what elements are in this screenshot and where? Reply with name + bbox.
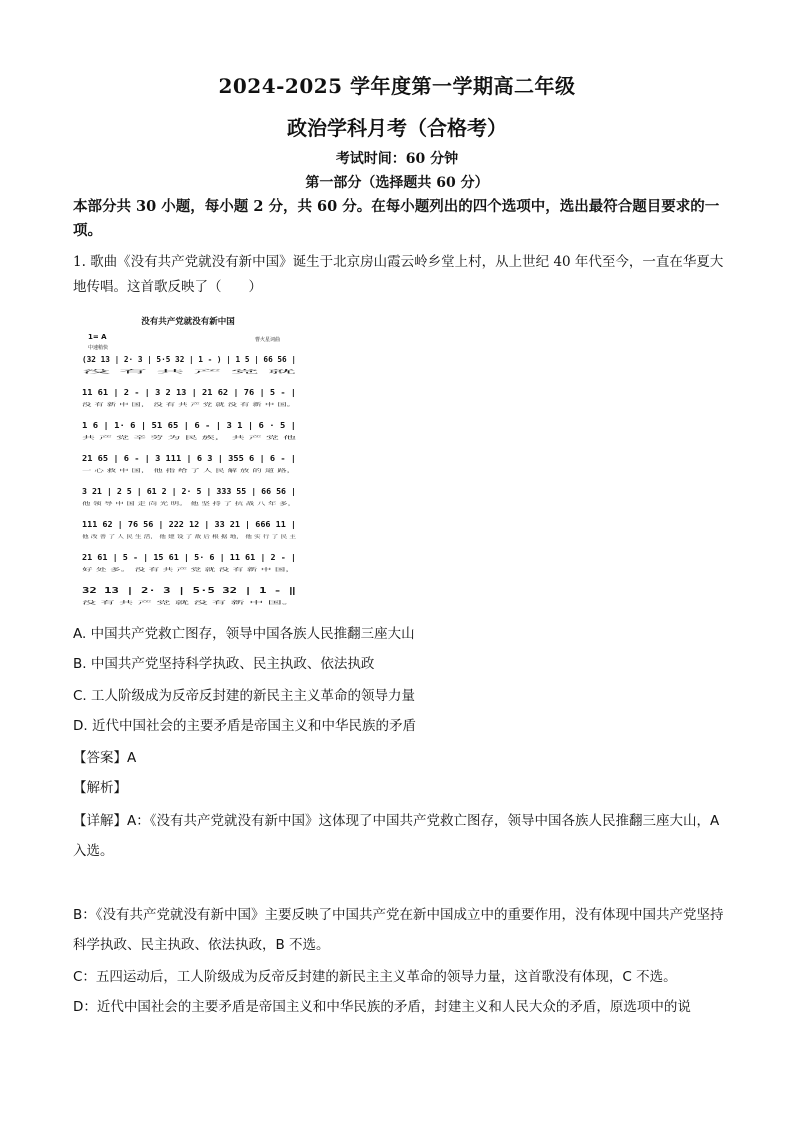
score-title: 没有共产党就没有新中国 — [141, 317, 235, 327]
score-notes-row: 1 6 | 1· 6 | 51 65 | 6 - | 3 1 | 6 · 5 | — [82, 420, 296, 430]
detail-b: B：《没有共产党就没有新中国》主要反映了中国共产党在新中国成立中的重要作用，没有体现中国共产党坚持科学执政、民主执政、依法执政，B 不选。 — [73, 907, 724, 953]
answer-line — [73, 748, 136, 768]
option-c: C. 工人阶级成为反帝反封建的新民主主义革命的领导力量 — [73, 688, 416, 704]
section-instructions: 本部分共 30 小题，每小题 2 分，共 60 分。在每小题列出的四个选项中，选出最符合题目要求的一项。 — [73, 198, 720, 239]
score-lyrics-row: 没 有 共 产 党 就 — [82, 370, 117, 375]
score-lyrics-row: 他 领 导 中 国 走 向 光 明。 他 坚 持 了 抗 战 八 年 多， — [82, 502, 199, 507]
score-key: 1= A — [88, 333, 107, 341]
score-lyrics-row: 一 心 救 中 国， 他 指 给 了 人 民 解 放 的 道 路， — [82, 469, 187, 474]
detail-tag: 【详解】 — [73, 813, 127, 829]
score-notes-row: 21 61 | 5 - | 15 61 | 5· 6 | 11 61 | 2 - | — [82, 552, 296, 562]
detail-a — [73, 806, 725, 866]
score-notes-row: (32 13 | 2· 3 | 5·5 32 | 1 - ) | 1 5 | 66 56 | — [82, 354, 296, 364]
score-lyrics-row: 没 有 共 产 党 就 没 有 新 中 国。 — [82, 601, 152, 606]
score-lyrics-row: 他 改 善 了 人 民 生 活， 他 建 设 了 敌 后 根 据 地， 他 实 行 了 民 主 — [82, 535, 229, 540]
option-b: B. 中国共产党坚持科学执政、民主执政、依法执政 — [73, 656, 375, 672]
score-credit: 曹火星词曲 — [254, 337, 280, 343]
detail-a-text: A：《没有共产党就没有新中国》这体现了中国共产党救亡图存，领导中国各族人民推翻三座大山，A 入选。 — [73, 813, 720, 859]
score-lyrics-row: 好 处 多。 没 有 共 产 党 就 没 有 新 中 国， — [82, 568, 175, 573]
answer-value: A — [127, 750, 137, 766]
detail-d: D：近代中国社会的主要矛盾是帝国主义和中华民族的矛盾，封建主义和人民大众的矛盾，原选项中的说 — [73, 999, 691, 1015]
score-notes-row: 32 13 | 2· 3 | 5·5 32 | 1 - ‖ — [82, 585, 296, 595]
score-rows — [82, 354, 298, 606]
score-notes-row: 3 21 | 2 5 | 61 2 | 2· 5 | 333 55 | 66 56 | — [82, 486, 296, 496]
exam-title: 2024-2025 学年度第一学期高二年级 — [218, 74, 576, 98]
exam-subtitle: 政治学科月考（合格考） — [287, 116, 507, 140]
analysis-tag: 【解析】 — [73, 780, 127, 796]
score-notes-row: 11 61 | 2 - | 3 2 13 | 21 62 | 76 | 5 - | — [82, 387, 296, 397]
part-title: 第一部分（选择题共 60 分） — [305, 175, 489, 191]
score-lyrics-row: 没 有 新 中 国， 没 有 共 产 党 就 没 有 新 中 国。 — [82, 403, 187, 408]
score-notes-row: 21 65 | 6 - | 3 111 | 6 3 | 355 6 | 6 - | — [82, 453, 296, 463]
option-a: A. 中国共产党救亡图存，领导中国各族人民推翻三座大山 — [73, 626, 415, 642]
detail-c: C：五四运动后，工人阶级成为反帝反封建的新民主主义革命的领导力量，这首歌没有体现，C 不选。 — [73, 969, 677, 985]
song-score-image — [80, 312, 302, 612]
score-notes-row: 111 62 | 76 56 | 222 12 | 33 21 | 666 11 | — [82, 519, 296, 529]
exam-time: 考试时间：60 分钟 — [335, 151, 459, 167]
score-lyrics-row: 共 产 党 辛 劳 为 民 族， 共 产 党 他 — [82, 436, 158, 441]
answer-tag: 【答案】 — [73, 750, 127, 766]
score-tempo: 中速稍快 — [88, 345, 109, 351]
question-1-stem: 1. 歌曲《没有共产党就没有新中国》诞生于北京房山霞云岭乡堂上村，从上世纪 40 年代至今，一直在华夏大地传唱。这首歌反映了（ ） — [73, 254, 724, 295]
option-d: D. 近代中国社会的主要矛盾是帝国主义和中华民族的矛盾 — [73, 718, 416, 734]
